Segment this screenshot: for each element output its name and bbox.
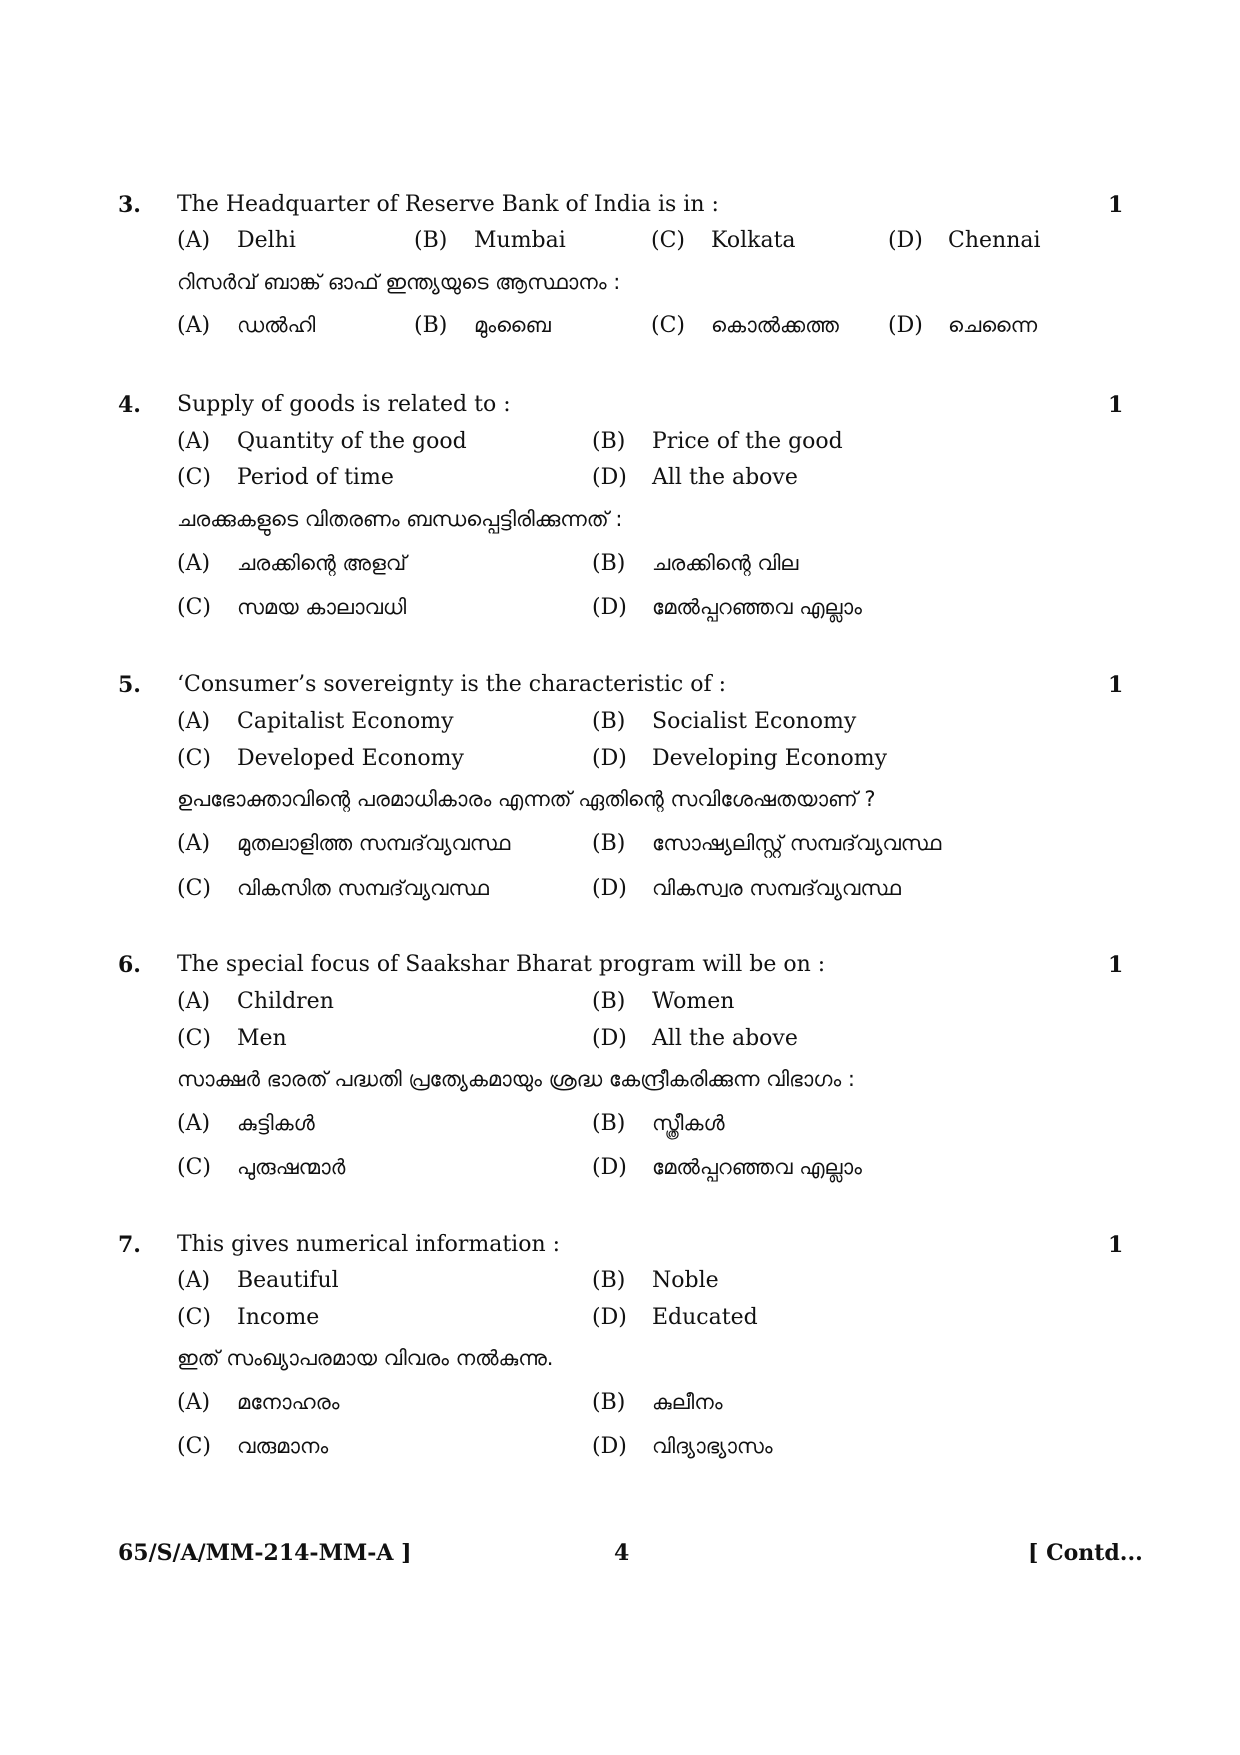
- question-number: 3.: [118, 192, 141, 218]
- option-b-ml: (B) ചരക്കിന്റെ വില: [592, 551, 799, 576]
- option-b-en: (B) Women: [592, 989, 735, 1014]
- question-number: 5.: [118, 672, 141, 698]
- option-d-en: (D) Educated: [592, 1305, 758, 1330]
- question-marks: 1: [1108, 1232, 1124, 1258]
- option-a-ml: (A) മുതലാളിത്ത സമ്പദ്‌വ്യവസ്ഥ: [177, 831, 511, 856]
- option-b-ml: (B) മുംബൈ: [414, 313, 551, 338]
- option-b-en: (B) Price of the good: [592, 429, 843, 454]
- option-d-en: (D) Developing Economy: [592, 746, 888, 771]
- option-b-ml: (B) കുലീനം: [592, 1390, 723, 1415]
- option-b-ml: (B) സോഷ്യലിസ്റ്റ് സമ്പദ്‌വ്യവസ്ഥ: [592, 831, 942, 856]
- option-c-ml: (C) വികസിത സമ്പദ്‌വ്യവസ്ഥ: [177, 876, 489, 901]
- option-c-en: (C) Developed Economy: [177, 746, 464, 771]
- page-number: 4: [614, 1540, 630, 1566]
- option-c-en: (C) Income: [177, 1305, 320, 1330]
- option-a-en: (A) Capitalist Economy: [177, 709, 454, 734]
- option-d-ml: (D) വികസ്വര സമ്പദ്‌വ്യവസ്ഥ: [592, 876, 901, 901]
- option-a-en: (A) Beautiful: [177, 1268, 339, 1293]
- question-text-ml: റിസർവ് ബാങ്ക് ഓഫ് ഇന്ത്യയുടെ ആസ്ഥാനം :: [177, 270, 621, 294]
- option-c-en: (C) Men: [177, 1026, 287, 1051]
- option-a-ml: (A) കുട്ടികൾ: [177, 1111, 315, 1136]
- option-b-ml: (B) സ്ത്രീകൾ: [592, 1111, 725, 1136]
- question-text-en: ‘Consumer’s sovereignty is the characteristic of :: [177, 672, 727, 697]
- option-a-en: (A) Delhi: [177, 228, 296, 253]
- option-d-ml: (D) മേൽപ്പറഞ്ഞവ എല്ലാം: [592, 1155, 862, 1180]
- option-a-en: (A) Quantity of the good: [177, 429, 467, 454]
- question-number: 6.: [118, 952, 141, 978]
- option-a-en: (A) Children: [177, 989, 334, 1014]
- question-text-ml: ചരക്കുകളുടെ വിതരണം ബന്ധപ്പെട്ടിരിക്കുന്നത് :: [177, 507, 623, 531]
- question-marks: 1: [1108, 952, 1124, 978]
- question-text-en: This gives numerical information :: [177, 1232, 561, 1257]
- option-d-ml: (D) മേൽപ്പറഞ്ഞവ എല്ലാം: [592, 595, 862, 620]
- option-d-en: (D) Chennai: [888, 228, 1041, 253]
- option-d-ml: (D) വിദ്യാഭ്യാസം: [592, 1434, 773, 1459]
- option-a-ml: (A) ചരക്കിന്റെ അളവ്: [177, 551, 407, 576]
- option-b-en: (B) Socialist Economy: [592, 709, 857, 734]
- option-c-en: (C) Kolkata: [651, 228, 796, 253]
- question-text-en: The Headquarter of Reserve Bank of India is in :: [177, 192, 719, 217]
- question-text-en: The special focus of Saakshar Bharat program will be on :: [177, 952, 826, 977]
- option-b-en: (B) Noble: [592, 1268, 719, 1293]
- option-d-en: (D) All the above: [592, 465, 798, 490]
- question-number: 7.: [118, 1232, 141, 1258]
- question-marks: 1: [1108, 672, 1124, 698]
- option-c-en: (C) Period of time: [177, 465, 394, 490]
- option-b-en: (B) Mumbai: [414, 228, 566, 253]
- paper-code: 65/S/A/MM-214-MM-A ]: [118, 1540, 412, 1566]
- option-d-ml: (D) ചെന്നൈ: [888, 313, 1038, 338]
- option-c-ml: (C) പുരുഷന്മാർ: [177, 1155, 346, 1180]
- question-text-ml: സാക്ഷർ ഭാരത് പദ്ധതി പ്രത്യേകമായും ശ്രദ്ധ കേന്ദ്രീകരിക്കുന്ന വിഭാഗം :: [177, 1067, 855, 1091]
- option-c-ml: (C) സമയ കാലാവധി: [177, 595, 407, 620]
- question-text-en: Supply of goods is related to :: [177, 392, 511, 417]
- question-text-ml: ഇത് സംഖ്യാപരമായ വിവരം നൽകുന്നു.: [177, 1346, 554, 1370]
- option-c-ml: (C) വരുമാനം: [177, 1434, 329, 1459]
- question-text-ml: ഉപഭോക്താവിന്റെ പരമാധികാരം എന്നത് ഏതിന്റെ സവിശേഷതയാണ് ?: [177, 787, 876, 811]
- question-number: 4.: [118, 392, 141, 418]
- option-a-ml: (A) ഡൽഹി: [177, 313, 316, 338]
- continued-marker: [ Contd...: [1028, 1540, 1143, 1566]
- option-a-ml: (A) മനോഹരം: [177, 1390, 340, 1415]
- option-c-ml: (C) കൊൽക്കത്ത: [651, 313, 839, 338]
- option-d-en: (D) All the above: [592, 1026, 798, 1051]
- question-marks: 1: [1108, 392, 1124, 418]
- question-marks: 1: [1108, 192, 1124, 218]
